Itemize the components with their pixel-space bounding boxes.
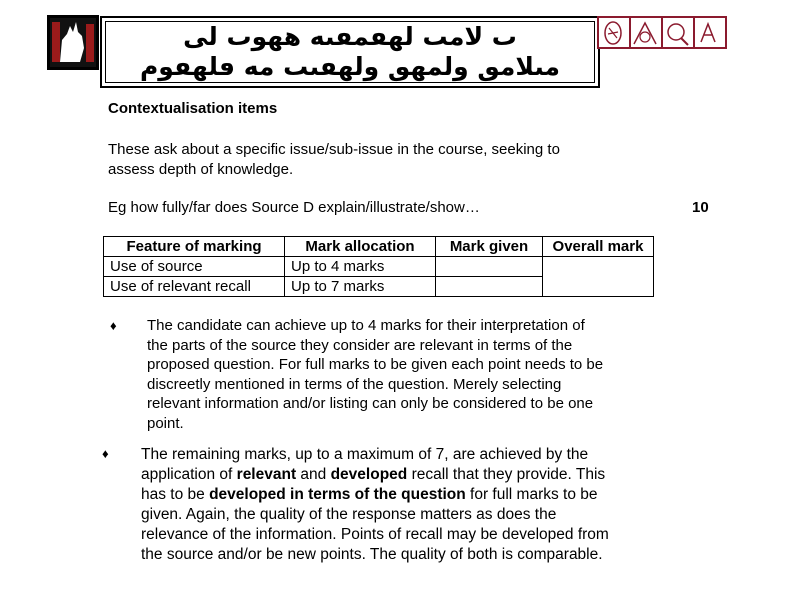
crest-icon: [50, 18, 96, 67]
col-header-overall: Overall mark: [543, 237, 654, 257]
example-question: Eg how fully/far does Source D explain/illustrate/show…: [108, 199, 480, 216]
diamond-bullet-icon: ♦: [110, 318, 117, 333]
bullet-2-line: given. Again, the quality of the response matters as does the: [141, 506, 557, 523]
seal-icon: [631, 18, 663, 47]
title-line-2: مٮلامٯ ولمهٯ ولهٯىٮ مه ٯلهٯوم: [139, 52, 561, 81]
cell-feature: Use of relevant recall: [104, 277, 285, 297]
col-header-allocation: Mark allocation: [285, 237, 436, 257]
bullet-1-line: relevant information and/or listing can only be considered to be one: [147, 395, 594, 412]
cell-allocation: Up to 7 marks: [285, 277, 436, 297]
cell-feature: Use of source: [104, 257, 285, 277]
title-line-1: ٮ لامٮ لهٯمٯٮه ههوٮ لى: [183, 22, 517, 51]
text-run: and: [296, 466, 331, 483]
bullet-2-line: [141, 485, 609, 505]
table-row: [104, 257, 654, 277]
logo-crest: [47, 15, 99, 70]
cell-allocation: Up to 4 marks: [285, 257, 436, 277]
bullet-2-line: relevance of the information. Points of recall may be developed from: [141, 526, 609, 543]
bullet-1-line: discreetly mentioned in terms of the question. Merely selecting: [147, 375, 562, 393]
intro-line-1: These ask about a specific issue/sub-issue in the course, seeking to: [108, 141, 560, 158]
seal-icon: [695, 18, 725, 47]
intro-line-2: assess depth of knowledge.: [108, 161, 294, 178]
bullet-1-line: the parts of the source they consider are relevant in terms of the: [147, 336, 573, 354]
bullet-1-line: proposed question. For full marks to be given each point needs to be: [147, 356, 604, 373]
seal-icon: [663, 18, 695, 47]
bullet-1-line: point.: [147, 414, 184, 432]
text-run: recall that they provide. This: [407, 466, 606, 483]
emphasis-relevant: relevant: [236, 466, 297, 483]
col-header-given: Mark given: [436, 237, 543, 257]
cell-overall: [543, 257, 654, 297]
title-banner: [100, 16, 600, 88]
seal-strip: [597, 16, 727, 49]
table-header-row: [104, 237, 654, 257]
section-heading: Contextualisation items: [108, 100, 278, 117]
bullet-paragraph-1: [147, 316, 603, 433]
text-run: has to be: [141, 486, 210, 503]
bullet-2-line: The remaining marks, up to a maximum of 7, are achieved by the: [141, 446, 589, 463]
text-run: application of: [141, 466, 237, 483]
bullet-1-line: The candidate can achieve up to 4 marks for their interpretation of: [147, 317, 585, 334]
seal-icon: [599, 18, 631, 47]
example-marks: 10: [692, 199, 709, 216]
text-run: for full marks to be: [465, 486, 598, 503]
cell-given: [436, 277, 543, 297]
bullet-paragraph-2: [141, 445, 609, 565]
marking-table: [103, 236, 654, 297]
bullet-2-line: the source and/or be new points. The quality of both is comparable.: [141, 546, 603, 563]
emphasis-developed: developed: [330, 466, 408, 483]
cell-given: [436, 257, 543, 277]
bullet-2-line: [141, 465, 609, 485]
emphasis-question: developed in terms of the question: [209, 486, 466, 503]
diamond-bullet-icon: ♦: [102, 446, 109, 461]
col-header-feature: Feature of marking: [104, 237, 285, 257]
